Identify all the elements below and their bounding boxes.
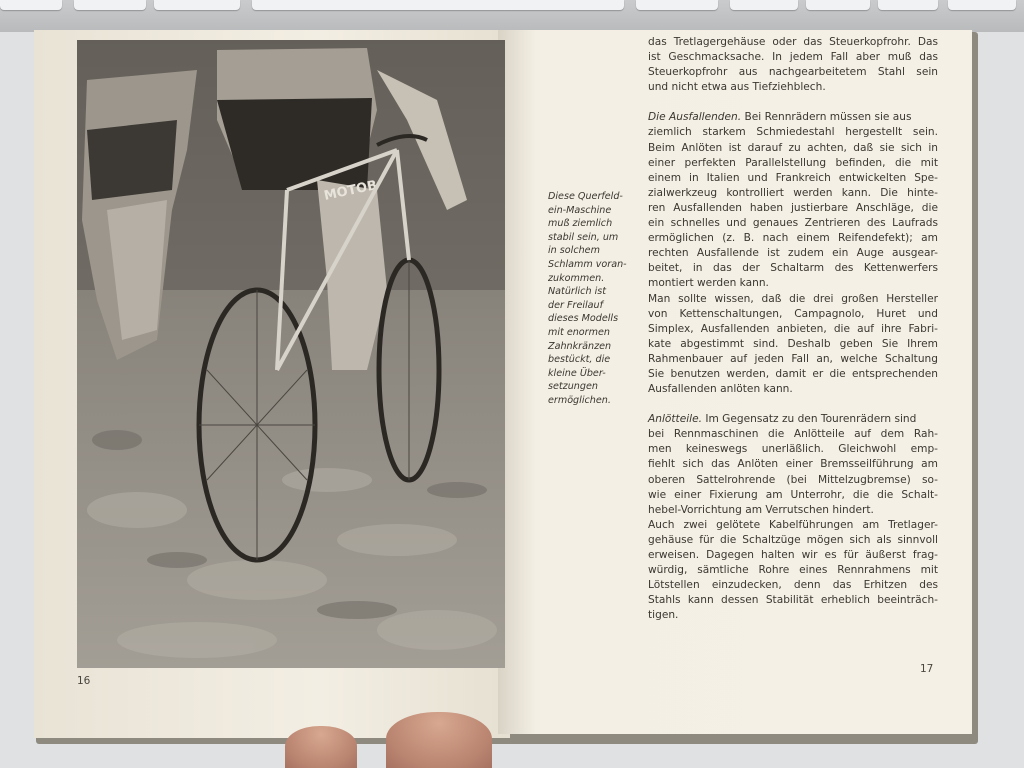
- page-number-left: 16: [77, 675, 91, 687]
- text-line: Stahls kann dessen Stabilität erheblich beeinträch-: [648, 594, 938, 607]
- text-line: ren Ausfallenden haben justierbare Anschläge, die: [648, 201, 938, 214]
- caption-line: muß ziemlich: [548, 218, 613, 230]
- caption-line: zukommen.: [548, 272, 605, 284]
- text-line: ein schnelles und genaues Zentrieren des Laufrads: [648, 217, 938, 230]
- keyboard-key: [878, 0, 938, 10]
- thumb-finger: [285, 726, 357, 768]
- caption-line: der Freilauf: [548, 299, 604, 311]
- index-finger: [386, 712, 492, 768]
- section-heading-anloetteile: Anlötteile.: [648, 413, 702, 426]
- caption-line: Diese Querfeld-: [548, 191, 623, 202]
- text-line: Lötstellen einzudecken, denn das Erhitzen des: [648, 579, 938, 592]
- caption-line: setzungen: [548, 381, 598, 393]
- text-line: fiehlt sich das Anlöten einer Bremsseilführung am: [648, 458, 938, 471]
- text-line: tigen.: [648, 609, 679, 622]
- body-text-column: [648, 35, 938, 623]
- caption-line: bestückt, die: [548, 354, 611, 366]
- keyboard-key: [154, 0, 240, 10]
- caption-line: Schlamm voran-: [548, 258, 627, 270]
- text-line: ist Geschmacksache. In jedem Fall aber muß das: [648, 51, 938, 64]
- text-line: Sie benutzen werden, damit er die entsprechenden: [648, 367, 938, 380]
- text-line: einer perfekten Parallelstellung befinden, die mit: [648, 156, 938, 169]
- text-line: zialwerkzeug kontrolliert werden kann. Die hinte-: [648, 186, 938, 199]
- text-fragment: Bei Rennrädern müssen sie aus: [741, 111, 912, 124]
- text-line: ziemlich starkem Schmiedestahl hergestellt sein.: [648, 126, 938, 139]
- caption-line: kleine Über-: [548, 367, 606, 379]
- text-line: erweisen. Dagegen halten wir es für äußerst frag-: [648, 549, 938, 561]
- paragraph-gap: [648, 397, 938, 412]
- caption-line: Natürlich ist: [548, 286, 607, 298]
- text-line: beitet, in das der Schaltarm des Kettenwerfers: [648, 262, 938, 275]
- caption-line: Zahnkränzen: [548, 340, 612, 352]
- text-line: Beim Anlöten ist darauf zu achten, daß sie sich in: [648, 141, 938, 154]
- text-line: bei Rennmaschinen die Anlötteile auf dem Rah-: [648, 428, 938, 441]
- text-line: Rahmenbauer auf jeden Fall an, welche Schaltung: [648, 352, 938, 365]
- text-line: hebel-Vorrichtung am Verrutschen hindert.: [648, 503, 874, 516]
- paragraph-gap: [648, 95, 938, 110]
- keyboard-key: [730, 0, 798, 10]
- page-number-right: 17: [920, 663, 934, 675]
- keyboard-key: [252, 0, 624, 10]
- text-line: Auch zwei gelötete Kabelführungen am Tretlager-: [648, 518, 938, 531]
- keyboard-key: [948, 0, 1016, 10]
- caption-line: ein-Maschine: [548, 204, 612, 216]
- caption-line: in solchem: [548, 245, 600, 257]
- text-line: Steuerkopfrohr aus nachgearbeitetem Stahl sein: [648, 66, 938, 79]
- text-line: kate abgestimmt sind. Deshalb geben Sie Ihrem: [648, 337, 938, 350]
- text-fragment: Im Gegensatz zu den Tourenrädern sind: [701, 413, 917, 426]
- text-line: oberen Sattelrohrende (bei Mittelzugbremse) so-: [648, 473, 938, 486]
- text-line: das Tretlagergehäuse oder das Steuerkopfrohr. Das: [648, 36, 938, 48]
- text-line: und nicht etwa aus Tiefziehblech.: [648, 81, 826, 94]
- text-line: men keineswegs unerläßlich. Gleichwohl emp-: [648, 443, 938, 456]
- text-line: [648, 110, 938, 125]
- text-line: einem in Italien und Frankreich entwickelten Spe-: [648, 171, 938, 184]
- text-line: montiert werden kann.: [648, 277, 769, 290]
- text-line: von Kettenschaltungen, Campagnolo, Huret und: [648, 307, 938, 320]
- section-heading-ausfallenden: Die Ausfallenden.: [648, 111, 742, 124]
- cyclist-photo: [77, 40, 505, 668]
- keyboard-key: [636, 0, 718, 10]
- text-line: Ausfallenden anlöten kann.: [648, 383, 793, 396]
- text-line: Man sollte wissen, daß die drei großen Hersteller: [648, 292, 938, 305]
- keyboard-edge: [0, 0, 1024, 32]
- text-line: rechten Ausfallende ist zudem ein Auge ausgear-: [648, 247, 938, 260]
- text-line: wie einer Fixierung am Unterrohr, die die Schalt-: [648, 488, 938, 501]
- text-line: gehäuse für die Schaltzüge mögen sich als sinnvoll: [648, 533, 938, 546]
- photo-caption: [548, 190, 638, 408]
- caption-line: stabil sein, um: [548, 231, 619, 243]
- caption-line: mit enormen: [548, 326, 610, 338]
- jersey-lettering: MOTOB: [322, 178, 379, 204]
- keyboard-key: [74, 0, 146, 10]
- text-line: Simplex, Ausfallenden anbieten, die auf ihre Fabri-: [648, 322, 938, 335]
- keyboard-key: [0, 0, 62, 10]
- keyboard-key: [806, 0, 870, 10]
- text-line: ermöglichen (z. B. nach einem Reifendefekt); am: [648, 232, 938, 245]
- text-line: würdig, sämtliche Rohre eines Rennrahmens mit: [648, 564, 938, 577]
- caption-line: ermöglichen.: [548, 394, 611, 406]
- text-line: [648, 412, 938, 427]
- caption-line: dieses Modells: [548, 313, 619, 325]
